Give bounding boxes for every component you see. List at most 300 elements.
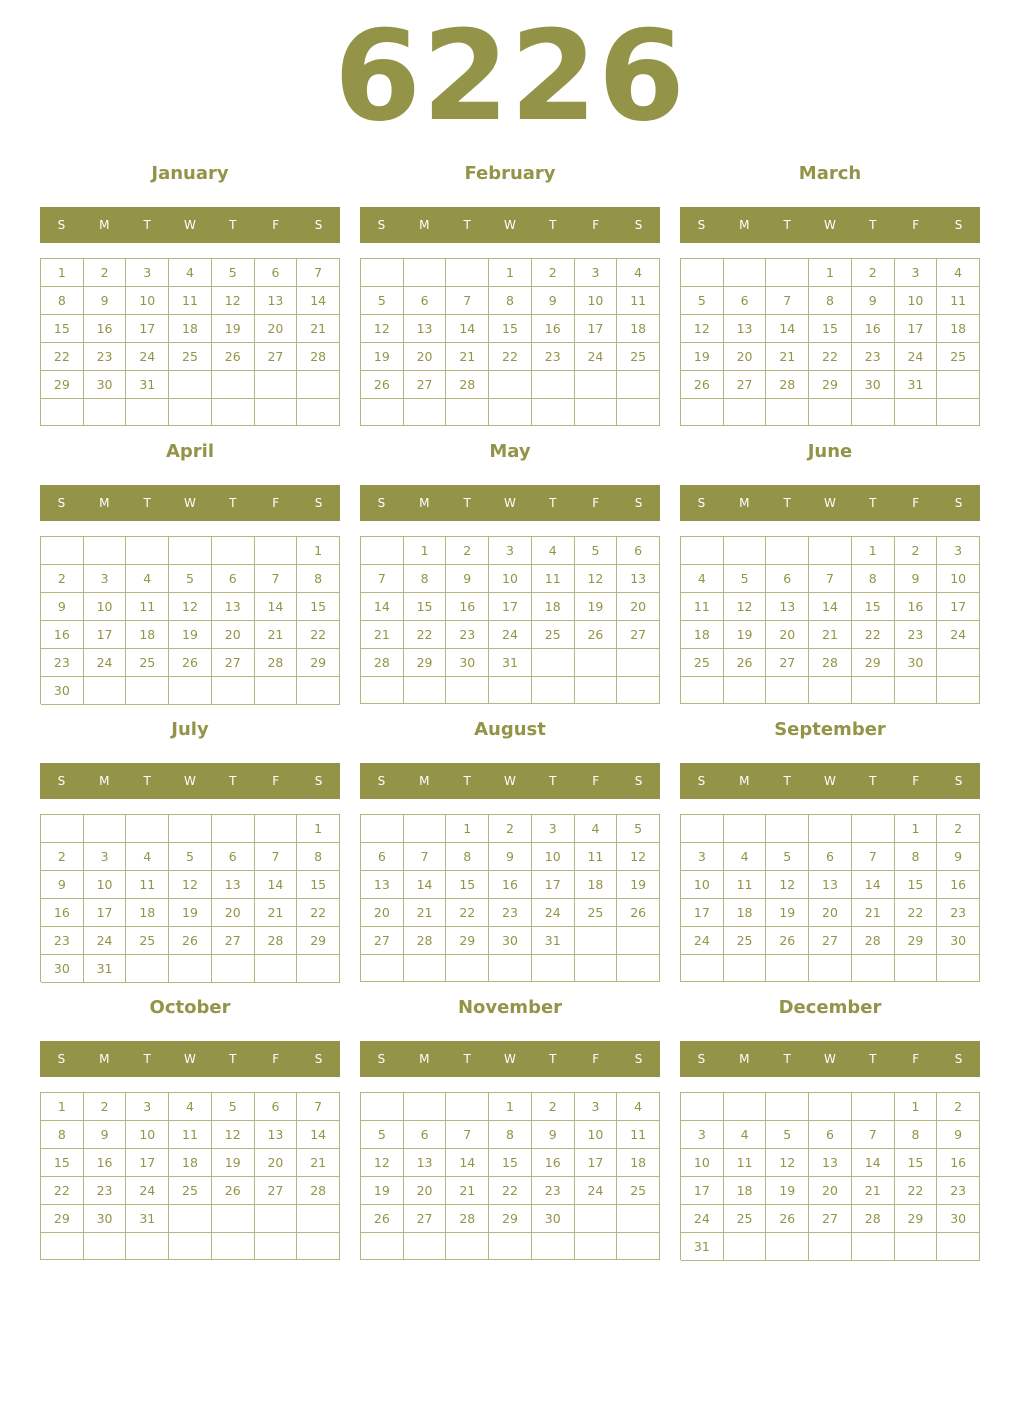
day-cell: 13: [361, 871, 404, 899]
weekday-label: S: [314, 774, 323, 788]
empty-day-cell: [809, 955, 852, 982]
empty-day-cell: [255, 399, 298, 426]
day-cell: 1: [489, 259, 532, 287]
day-cell: 31: [84, 955, 127, 983]
weekday-label: T: [549, 496, 557, 510]
day-cell: 2: [489, 815, 532, 843]
day-cell: 3: [575, 1093, 618, 1121]
day-cell: 23: [937, 1177, 980, 1205]
day-cell: 1: [852, 537, 895, 565]
day-cell: 21: [255, 621, 298, 649]
day-cell: 14: [809, 593, 852, 621]
empty-day-cell: [84, 399, 127, 426]
empty-day-cell: [809, 815, 852, 843]
day-cell: 11: [724, 1149, 767, 1177]
empty-day-cell: [169, 815, 212, 843]
day-cell: 1: [41, 1093, 84, 1121]
empty-day-cell: [404, 399, 447, 426]
weekday-label: S: [697, 1052, 706, 1066]
day-cell: 22: [404, 621, 447, 649]
month-name: September: [774, 719, 886, 740]
day-cell: 29: [446, 927, 489, 955]
day-cell: 15: [852, 593, 895, 621]
day-cell: 12: [212, 287, 255, 315]
empty-day-cell: [532, 1233, 575, 1260]
day-cell: 24: [681, 1205, 724, 1233]
day-cell: 29: [809, 371, 852, 399]
empty-day-cell: [169, 955, 212, 983]
weekday-label: T: [463, 496, 471, 510]
empty-day-cell: [724, 815, 767, 843]
day-cell: 16: [895, 593, 938, 621]
weekday-label: M: [419, 774, 430, 788]
day-cell: 7: [297, 259, 340, 287]
empty-day-cell: [766, 815, 809, 843]
empty-day-cell: [766, 1233, 809, 1261]
weekday-label: F: [272, 1052, 280, 1066]
day-cell: 17: [126, 315, 169, 343]
day-cell: 2: [41, 843, 84, 871]
day-cell: 15: [809, 315, 852, 343]
empty-day-cell: [361, 537, 404, 565]
day-cell: 16: [532, 1149, 575, 1177]
month-name: December: [778, 997, 882, 1018]
day-cell: 11: [681, 593, 724, 621]
day-cell: 23: [895, 621, 938, 649]
weekday-label: S: [377, 496, 386, 510]
weekday-label: F: [592, 496, 600, 510]
weekday-label: W: [184, 218, 196, 232]
day-cell: 12: [361, 315, 404, 343]
day-cell: 20: [212, 621, 255, 649]
empty-day-cell: [446, 677, 489, 704]
empty-day-cell: [681, 815, 724, 843]
empty-day-cell: [169, 399, 212, 426]
day-grid: [360, 814, 660, 982]
day-cell: 16: [489, 871, 532, 899]
day-grid: [680, 814, 980, 982]
day-cell: 30: [41, 955, 84, 983]
empty-day-cell: [41, 399, 84, 426]
empty-day-cell: [724, 399, 767, 426]
day-cell: 12: [212, 1121, 255, 1149]
weekday-label: T: [783, 774, 791, 788]
day-cell: 12: [575, 565, 618, 593]
empty-day-cell: [724, 955, 767, 982]
day-cell: 20: [809, 899, 852, 927]
day-cell: 27: [809, 927, 852, 955]
day-cell: 21: [809, 621, 852, 649]
empty-day-cell: [724, 537, 767, 565]
day-cell: 29: [297, 927, 340, 955]
weekday-header: [360, 485, 660, 521]
day-cell: 9: [41, 871, 84, 899]
empty-day-cell: [446, 1093, 489, 1121]
day-cell: 27: [404, 1205, 447, 1233]
day-cell: 2: [532, 1093, 575, 1121]
empty-day-cell: [617, 399, 660, 426]
day-cell: 23: [532, 1177, 575, 1205]
weekday-header: [40, 485, 340, 521]
day-cell: 13: [617, 565, 660, 593]
day-cell: 17: [895, 315, 938, 343]
day-cell: 16: [41, 899, 84, 927]
empty-day-cell: [255, 815, 298, 843]
day-cell: 4: [681, 565, 724, 593]
day-cell: 27: [361, 927, 404, 955]
empty-day-cell: [809, 399, 852, 426]
day-cell: 10: [681, 1149, 724, 1177]
day-cell: 6: [617, 537, 660, 565]
day-cell: 14: [297, 287, 340, 315]
day-cell: 28: [809, 649, 852, 677]
day-cell: 26: [169, 649, 212, 677]
day-cell: 19: [361, 343, 404, 371]
weekday-label: T: [869, 496, 877, 510]
empty-day-cell: [126, 399, 169, 426]
day-cell: 10: [84, 593, 127, 621]
empty-day-cell: [361, 1093, 404, 1121]
empty-day-cell: [446, 955, 489, 982]
day-grid: [360, 536, 660, 704]
day-cell: 11: [126, 871, 169, 899]
day-cell: 6: [404, 1121, 447, 1149]
day-cell: 20: [809, 1177, 852, 1205]
day-cell: 3: [895, 259, 938, 287]
empty-day-cell: [169, 1233, 212, 1260]
day-cell: 5: [766, 843, 809, 871]
day-cell: 9: [532, 1121, 575, 1149]
weekday-header: [680, 207, 980, 243]
empty-day-cell: [41, 815, 84, 843]
weekday-label: M: [99, 1052, 110, 1066]
day-cell: 17: [84, 621, 127, 649]
empty-day-cell: [681, 1093, 724, 1121]
day-cell: 23: [41, 649, 84, 677]
empty-day-cell: [297, 399, 340, 426]
day-cell: 7: [852, 1121, 895, 1149]
day-cell: 20: [724, 343, 767, 371]
weekday-label: F: [592, 218, 600, 232]
weekday-label: S: [954, 774, 963, 788]
day-cell: 27: [255, 343, 298, 371]
empty-day-cell: [126, 815, 169, 843]
weekday-label: T: [143, 496, 151, 510]
day-cell: 15: [446, 871, 489, 899]
day-cell: 10: [937, 565, 980, 593]
empty-day-cell: [681, 399, 724, 426]
day-cell: 3: [84, 565, 127, 593]
day-cell: 14: [446, 1149, 489, 1177]
empty-day-cell: [724, 677, 767, 704]
day-cell: 15: [41, 315, 84, 343]
day-cell: 12: [681, 315, 724, 343]
day-cell: 26: [169, 927, 212, 955]
empty-day-cell: [212, 399, 255, 426]
day-cell: 21: [297, 1149, 340, 1177]
day-cell: 19: [575, 593, 618, 621]
weekday-label: F: [272, 496, 280, 510]
empty-day-cell: [575, 1205, 618, 1233]
day-cell: 13: [212, 871, 255, 899]
weekday-header: [40, 207, 340, 243]
day-cell: 1: [809, 259, 852, 287]
day-cell: 18: [169, 315, 212, 343]
day-cell: 10: [126, 1121, 169, 1149]
day-cell: 20: [404, 343, 447, 371]
empty-day-cell: [809, 1093, 852, 1121]
day-cell: 3: [681, 843, 724, 871]
day-cell: 13: [724, 315, 767, 343]
weekday-label: W: [184, 496, 196, 510]
empty-day-cell: [404, 955, 447, 982]
day-cell: 14: [361, 593, 404, 621]
empty-day-cell: [766, 259, 809, 287]
day-grid: [680, 1092, 980, 1260]
weekday-header: [40, 763, 340, 799]
weekday-label: T: [869, 218, 877, 232]
day-cell: 26: [766, 927, 809, 955]
day-cell: 25: [575, 899, 618, 927]
day-cell: 7: [766, 287, 809, 315]
day-cell: 20: [212, 899, 255, 927]
day-cell: 14: [852, 871, 895, 899]
day-cell: 27: [809, 1205, 852, 1233]
empty-day-cell: [766, 1093, 809, 1121]
day-cell: 13: [404, 1149, 447, 1177]
day-cell: 19: [169, 621, 212, 649]
day-cell: 23: [84, 1177, 127, 1205]
day-cell: 5: [361, 287, 404, 315]
empty-day-cell: [575, 677, 618, 704]
weekday-label: S: [377, 218, 386, 232]
empty-day-cell: [361, 677, 404, 704]
empty-day-cell: [84, 815, 127, 843]
day-cell: 16: [84, 315, 127, 343]
day-cell: 14: [446, 315, 489, 343]
empty-day-cell: [895, 955, 938, 982]
day-cell: 14: [852, 1149, 895, 1177]
empty-day-cell: [255, 371, 298, 399]
day-cell: 9: [937, 1121, 980, 1149]
day-cell: 14: [255, 593, 298, 621]
day-cell: 15: [41, 1149, 84, 1177]
empty-day-cell: [617, 1233, 660, 1260]
weekday-label: S: [954, 218, 963, 232]
day-cell: 4: [617, 1093, 660, 1121]
empty-day-cell: [255, 537, 298, 565]
weekday-label: W: [504, 774, 516, 788]
weekday-label: M: [419, 1052, 430, 1066]
weekday-label: W: [824, 1052, 836, 1066]
month-name: May: [489, 441, 531, 462]
month-name: August: [474, 719, 546, 740]
day-cell: 27: [766, 649, 809, 677]
month-july: [40, 716, 340, 994]
month-name: January: [151, 163, 229, 184]
day-cell: 21: [297, 315, 340, 343]
day-cell: 27: [212, 649, 255, 677]
weekday-label: T: [869, 774, 877, 788]
day-cell: 22: [489, 343, 532, 371]
day-cell: 20: [255, 315, 298, 343]
day-cell: 20: [766, 621, 809, 649]
day-cell: 27: [255, 1177, 298, 1205]
day-cell: 26: [575, 621, 618, 649]
day-cell: 6: [809, 843, 852, 871]
day-cell: 24: [575, 343, 618, 371]
day-cell: 7: [446, 1121, 489, 1149]
day-cell: 31: [489, 649, 532, 677]
day-cell: 10: [532, 843, 575, 871]
day-cell: 18: [937, 315, 980, 343]
day-cell: 4: [126, 843, 169, 871]
weekday-header: [680, 763, 980, 799]
day-cell: 24: [126, 343, 169, 371]
empty-day-cell: [361, 399, 404, 426]
day-cell: 10: [575, 287, 618, 315]
day-cell: 14: [297, 1121, 340, 1149]
month-name: July: [171, 719, 209, 740]
weekday-header: [40, 1041, 340, 1077]
day-cell: 12: [617, 843, 660, 871]
day-cell: 4: [169, 259, 212, 287]
day-cell: 12: [169, 593, 212, 621]
day-cell: 17: [575, 315, 618, 343]
day-cell: 19: [212, 1149, 255, 1177]
day-cell: 10: [126, 287, 169, 315]
weekday-label: W: [824, 218, 836, 232]
weekday-label: F: [912, 1052, 920, 1066]
day-cell: 11: [724, 871, 767, 899]
day-cell: 1: [446, 815, 489, 843]
day-cell: 5: [169, 843, 212, 871]
month-november: [360, 994, 660, 1272]
empty-day-cell: [297, 371, 340, 399]
empty-day-cell: [361, 1233, 404, 1260]
empty-day-cell: [681, 955, 724, 982]
weekday-label: S: [634, 1052, 643, 1066]
day-cell: 23: [489, 899, 532, 927]
day-cell: 9: [532, 287, 575, 315]
day-cell: 18: [126, 621, 169, 649]
weekday-label: S: [697, 496, 706, 510]
weekday-label: W: [184, 774, 196, 788]
empty-day-cell: [575, 649, 618, 677]
day-grid: [360, 1092, 660, 1260]
day-cell: 22: [852, 621, 895, 649]
day-cell: 25: [126, 649, 169, 677]
empty-day-cell: [126, 955, 169, 983]
weekday-label: S: [314, 496, 323, 510]
day-cell: 11: [937, 287, 980, 315]
empty-day-cell: [617, 371, 660, 399]
day-cell: 10: [575, 1121, 618, 1149]
day-cell: 31: [681, 1233, 724, 1261]
weekday-label: F: [272, 774, 280, 788]
day-cell: 1: [297, 537, 340, 565]
weekday-label: T: [143, 218, 151, 232]
empty-day-cell: [212, 955, 255, 983]
day-cell: 1: [297, 815, 340, 843]
empty-day-cell: [255, 955, 298, 983]
day-cell: 3: [126, 1093, 169, 1121]
day-cell: 19: [169, 899, 212, 927]
empty-day-cell: [617, 649, 660, 677]
weekday-label: M: [739, 496, 750, 510]
day-cell: 25: [126, 927, 169, 955]
month-name: March: [798, 163, 862, 184]
day-cell: 18: [724, 899, 767, 927]
day-cell: 4: [532, 537, 575, 565]
empty-day-cell: [575, 955, 618, 982]
empty-day-cell: [895, 399, 938, 426]
day-grid: [40, 1092, 340, 1260]
day-cell: 7: [404, 843, 447, 871]
empty-day-cell: [532, 399, 575, 426]
day-cell: 21: [361, 621, 404, 649]
day-cell: 30: [489, 927, 532, 955]
day-cell: 6: [255, 1093, 298, 1121]
day-cell: 13: [766, 593, 809, 621]
month-name: February: [464, 163, 556, 184]
day-cell: 7: [361, 565, 404, 593]
day-cell: 15: [489, 315, 532, 343]
day-cell: 14: [404, 871, 447, 899]
day-cell: 7: [297, 1093, 340, 1121]
empty-day-cell: [169, 371, 212, 399]
empty-day-cell: [937, 955, 980, 982]
day-cell: 29: [489, 1205, 532, 1233]
weekday-label: F: [912, 496, 920, 510]
day-cell: 18: [575, 871, 618, 899]
day-cell: 2: [532, 259, 575, 287]
weekday-label: M: [419, 496, 430, 510]
day-cell: 20: [361, 899, 404, 927]
day-cell: 17: [126, 1149, 169, 1177]
day-cell: 16: [532, 315, 575, 343]
empty-day-cell: [766, 399, 809, 426]
day-cell: 9: [489, 843, 532, 871]
weekday-label: M: [99, 218, 110, 232]
day-cell: 2: [84, 1093, 127, 1121]
day-cell: 22: [41, 343, 84, 371]
day-cell: 27: [724, 371, 767, 399]
empty-day-cell: [212, 815, 255, 843]
day-cell: 28: [852, 927, 895, 955]
day-cell: 21: [852, 1177, 895, 1205]
day-cell: 14: [255, 871, 298, 899]
empty-day-cell: [937, 677, 980, 704]
weekday-label: S: [314, 218, 323, 232]
day-cell: 17: [937, 593, 980, 621]
empty-day-cell: [724, 259, 767, 287]
weekday-header: [360, 1041, 660, 1077]
day-cell: 8: [809, 287, 852, 315]
day-cell: 30: [84, 371, 127, 399]
empty-day-cell: [852, 815, 895, 843]
day-cell: 18: [532, 593, 575, 621]
day-cell: 22: [446, 899, 489, 927]
day-cell: 28: [255, 649, 298, 677]
day-cell: 5: [212, 1093, 255, 1121]
day-cell: 25: [617, 343, 660, 371]
day-cell: 31: [895, 371, 938, 399]
empty-day-cell: [852, 399, 895, 426]
day-cell: 31: [126, 1205, 169, 1233]
day-cell: 16: [937, 871, 980, 899]
empty-day-cell: [937, 1233, 980, 1261]
